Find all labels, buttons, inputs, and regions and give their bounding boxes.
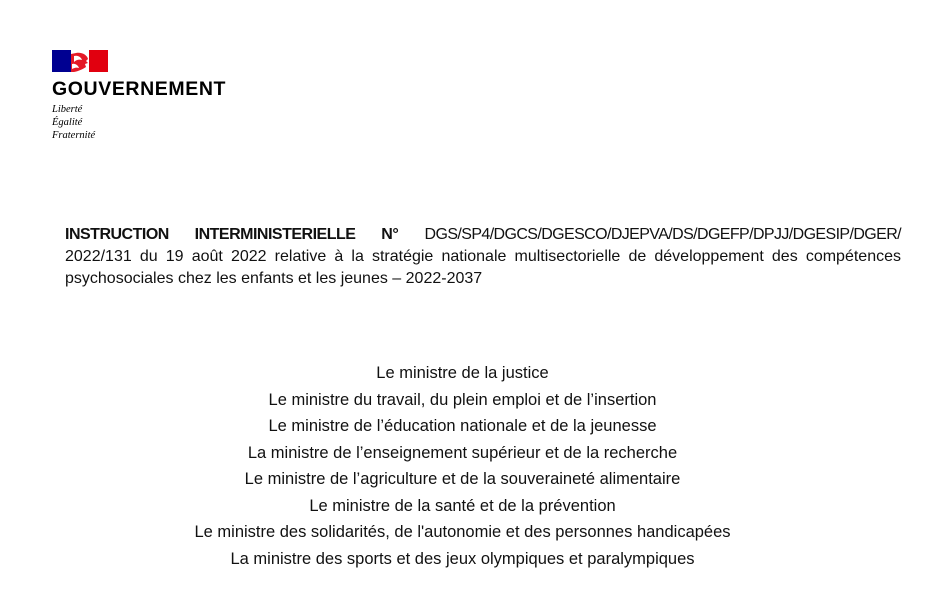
motto-liberte: Liberté (52, 104, 83, 115)
marianne-emblem-icon (52, 50, 108, 72)
minister-line: Le ministre des solidarités, de l'autonomie et des personnes handicapées (194, 523, 731, 541)
instruction-subject: 2022/131 du 19 août 2022 relative à la stratégie nationale multisectorielle de développement des compétences psychosociales chez les enfants et les jeunes – 2022-2037 (65, 248, 901, 287)
instruction-title (65, 224, 901, 290)
government-logo (52, 50, 252, 142)
minister-line: Le ministre de la santé et de la prévention (309, 496, 616, 515)
instruction-reference: DGS/SP4/DGCS/DGESCO/DJEPVA/DS/DGEFP/DPJJ/DGESIP/DGER/ (424, 226, 901, 243)
minister-line: Le ministre de l’éducation nationale et de la jeunesse (268, 417, 657, 435)
instruction-lead: INSTRUCTION INTERMINISTERIELLE N° (65, 226, 399, 243)
ministers-list (0, 360, 925, 572)
minister-line: La ministre de l’enseignement supérieur et de la recherche (247, 443, 678, 462)
minister-line: Le ministre de la justice (376, 364, 549, 382)
minister-line: La ministre des sports et des jeux olympiques et paralympiques (230, 549, 695, 568)
motto-fraternite: Fraternité (52, 130, 96, 141)
motto-egalite: Égalité (52, 117, 83, 128)
minister-line: Le ministre du travail, du plein emploi et de l’insertion (268, 390, 657, 409)
republic-motto (52, 103, 252, 142)
minister-line: Le ministre de l’agriculture et de la souveraineté alimentaire (244, 470, 681, 488)
government-title: GOUVERNEMENT (52, 78, 227, 100)
